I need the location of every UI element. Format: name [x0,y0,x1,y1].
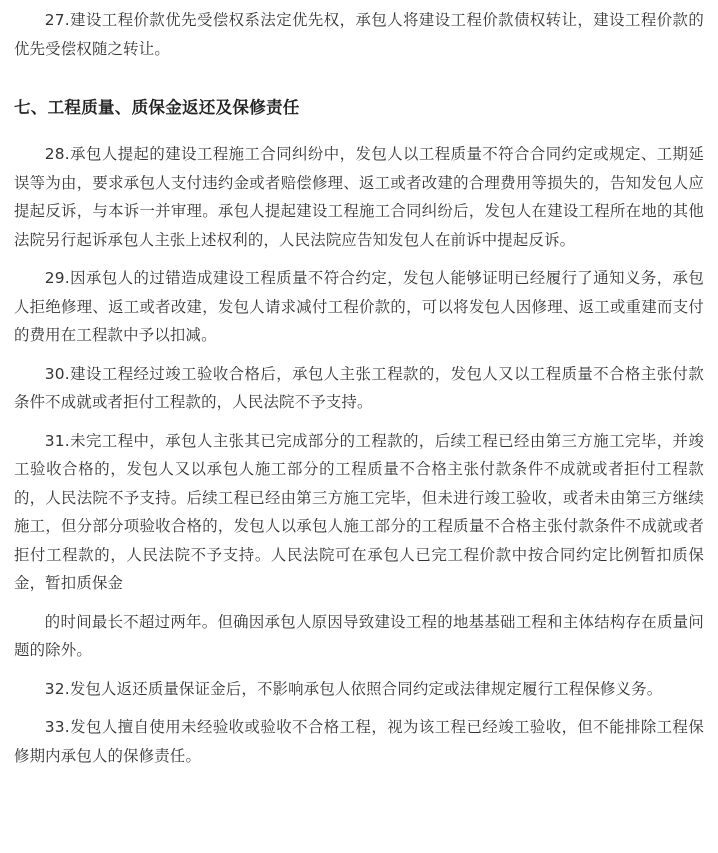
article-31-part-1: 31.未完工程中，承包人主张其已完成部分的工程款的，后续工程已经由第三方施工完毕，并竣工验收合格的，发包人又以承包人施工部分的工程质量不合格主张付款条件不成就或者拒付工程款的，人民法院不予支持。后续工程已经由第三方施工完毕，但未进行竣工验收，或者未由第三方继续施工，但分部分项验收合格的，发包人以承包人施工部分的工程质量不合格主张付款条件不成就或者拒付工程款的，人民法院不予支持。人民法院可在承包人已完工程价款中按合同约定比例暂扣质保金，暂扣质保金 [14,431,704,592]
article-30: 30.建设工程经过竣工验收合格后，承包人主张工程款的，发包人又以工程质量不合格主张付款条件不成就或者拒付工程款的，人民法院不予支持。 [14,364,704,411]
article-28: 28.承包人提起的建设工程施工合同纠纷中，发包人以工程质量不符合合同约定或规定、工期延误等为由，要求承包人支付违约金或者赔偿修理、返工或者改建的合理费用等损失的，告知发包人应提起反诉，与本诉一并审理。承包人提起建设工程施工合同纠纷后，发包人在建设工程所在地的其他法院另行起诉承包人主张上述权利的，人民法院应告知发包人在前诉中提起反诉。 [14,145,704,249]
article-31-part-2: 的时间最长不超过两年。但确因承包人原因导致建设工程的地基基础工程和主体结构存在质量问题的除外。 [14,612,704,659]
article-27: 27.建设工程价款优先受偿权系法定优先权，承包人将建设工程价款债权转让，建设工程价款的优先受偿权随之转让。 [14,11,704,58]
article-33: 33.发包人擅自使用未经验收或验收不合格工程，视为该工程已经竣工验收，但不能排除工程保修期内承包人的保修责任。 [14,718,704,765]
section-heading-7: 七、工程质量、质保金返还及保修责任 [14,98,300,117]
article-29: 29.因承包人的过错造成建设工程质量不符合约定，发包人能够证明已经履行了通知义务，承包人拒绝修理、返工或者改建，发包人请求减付工程价款的，可以将发包人因修理、返工或重建而支付的费用在工程款中予以扣减。 [14,269,704,344]
article-32: 32.发包人返还质量保证金后，不影响承包人依照合同约定或法律规定履行工程保修义务。 [44,679,663,698]
